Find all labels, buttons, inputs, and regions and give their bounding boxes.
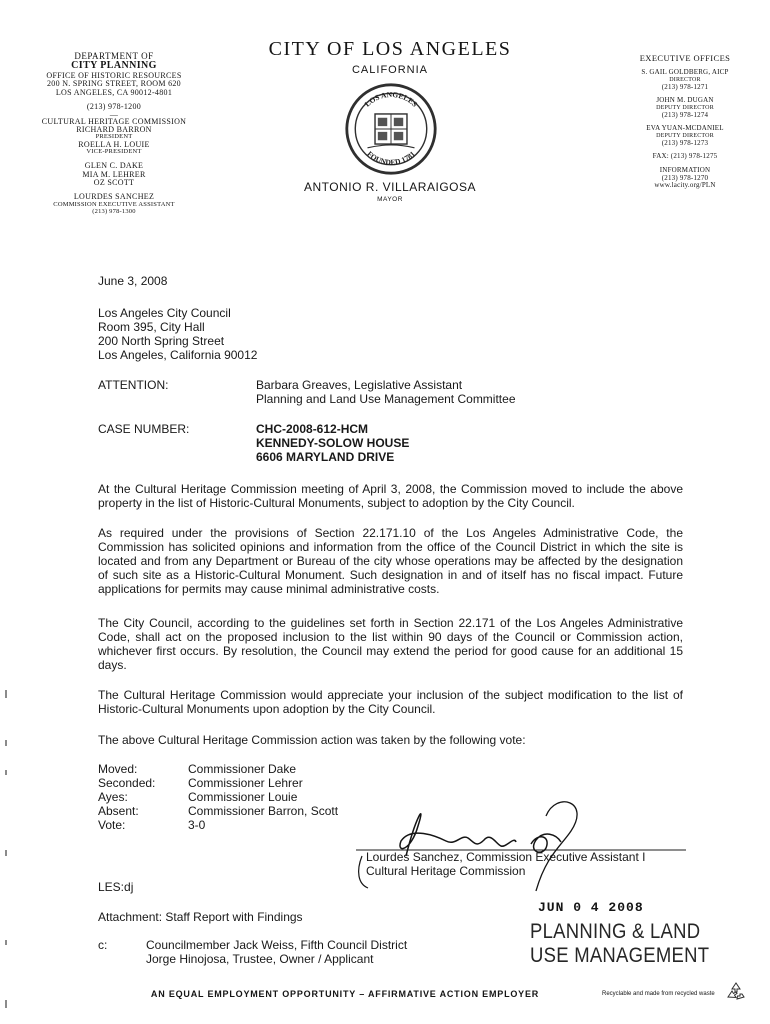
office-label: OFFICE OF HISTORIC RESOURCES: [46, 70, 182, 80]
vote-row: [98, 776, 338, 790]
attention-line: Barbara Greaves, Legislative Assistant: [256, 378, 463, 392]
vote-value: Commissioner Lehrer: [188, 776, 303, 790]
letter-date: June 3, 2008: [98, 274, 168, 288]
president-name: RICHARD BARRON: [76, 124, 152, 134]
executive-offices-heading: EXECUTIVE OFFICES: [639, 53, 731, 63]
vote-value: 3-0: [188, 818, 206, 832]
vote-label: Vote:: [98, 818, 126, 832]
paragraph-2: As required under the provisions of Section 22.171.10 of the Los Angeles Administrative Code, the Commission has solicited opinions and information from the office of the Council District in which the site is located and from any Department or Bureau of the city whose operations may be affected by the designation of such site as a Historic-Cultural Monument. Such designation in and of itself has no fiscal impact. Future applications for permits may cause minimal administrative costs.: [98, 526, 683, 596]
director-title: DIRECTOR: [669, 77, 701, 84]
recycle-note: Recyclable and made from recycled waste: [602, 991, 715, 997]
vp-title: VICE-PRESIDENT: [86, 148, 142, 156]
office-phone: (213) 978-1200: [86, 102, 142, 112]
case-number: CHC-2008-612-HCM: [256, 422, 369, 436]
case-block: [256, 422, 409, 464]
assistant-title: COMMISSION EXECUTIVE ASSISTANT: [53, 200, 175, 208]
vp-name: ROELLA H. LOUIE: [78, 140, 150, 150]
svg-text:FOUNDED 1781: [365, 149, 417, 167]
attention-line: Planning and Land Use Management Committee: [256, 392, 516, 406]
address-line-2: LOS ANGELES, CA 90012-4801: [55, 87, 173, 97]
initials: LES:dj: [98, 880, 134, 894]
vote-label: Moved:: [98, 762, 138, 776]
vote-value: Commissioner Louie: [188, 790, 298, 804]
seal-top-text: LOS ANGELES: [362, 89, 420, 109]
director-name: S. GAIL GOLDBERG, AICP: [641, 68, 729, 77]
assistant-name: LOURDES SANCHEZ: [73, 192, 155, 202]
deputy-2-phone: (213) 978-1273: [661, 138, 709, 147]
paragraph-5: The above Cultural Heritage Commission action was taken by the following vote:: [98, 733, 526, 747]
state-label: CALIFORNIA: [351, 64, 428, 76]
cc-line: Jorge Hinojosa, Trustee, Owner / Applicant: [146, 952, 374, 966]
member-2: MIA M. LEHRER: [82, 169, 146, 179]
scan-margin-mark: [5, 690, 7, 698]
cc-line: Councilmember Jack Weiss, Fifth Council District: [146, 938, 408, 952]
address-line-1: 200 N. SPRING STREET, ROOM 620: [47, 79, 181, 89]
deputy-1-phone: (213) 978-1274: [661, 110, 709, 119]
svg-text:LOS ANGELES: [363, 90, 420, 109]
information-label: INFORMATION: [659, 165, 711, 174]
paragraph-1: At the Cultural Heritage Commission meeting of April 3, 2008, the Commission moved to include the above property in the list of Historic-Cultural Monuments, subject to adoption by the City Council.: [98, 482, 683, 510]
president-title: PRESIDENT: [95, 133, 133, 141]
website-link[interactable]: www.lacity.org/PLN: [654, 181, 716, 190]
received-stamp-date: JUN 0 4 2008: [538, 900, 644, 915]
vote-value: Commissioner Dake: [188, 762, 297, 776]
letterhead-right: [600, 54, 770, 190]
vote-row: [98, 818, 338, 832]
recipient-line: Room 395, City Hall: [98, 320, 205, 334]
vote-row: [98, 790, 338, 804]
case-number-label: CASE NUMBER:: [98, 422, 190, 436]
scan-margin-mark: [5, 1000, 7, 1008]
member-1: GLEN C. DAKE: [84, 161, 144, 171]
mayor-name: ANTONIO R. VILLARAIGOSA: [304, 180, 476, 194]
department-label: DEPARTMENT OF: [74, 51, 154, 61]
city-seal-icon: [344, 82, 438, 176]
city-title: CITY OF LOS ANGELES: [268, 38, 512, 60]
cc-label: c:: [98, 938, 108, 952]
attention-label: ATTENTION:: [98, 378, 169, 392]
mayor-title: MAYOR: [377, 196, 403, 203]
cc-block: [146, 938, 407, 966]
recycle-icon: [724, 980, 748, 1004]
paragraph-3: The City Council, according to the guidelines set forth in Section 22.171 of the Los Angeles Administrative Code, shall act on the proposed inclusion to the list within 90 days of the Council or Commission action, whichever first occurs. By resolution, the Council may extend the period for good cause for an additional 15 days.: [98, 616, 683, 672]
recipient-line: 200 North Spring Street: [98, 334, 225, 348]
vote-label: Ayes:: [98, 790, 128, 804]
vote-label: Seconded:: [98, 776, 156, 790]
recipient-line: Los Angeles, California 90012: [98, 348, 258, 362]
signatory-block: [366, 850, 645, 878]
deputy-1-title: DEPUTY DIRECTOR: [656, 105, 714, 111]
footer-eoe: AN EQUAL EMPLOYMENT OPPORTUNITY – AFFIRMATIVE ACTION EMPLOYER: [150, 989, 540, 999]
deputy-2-name: EVA YUAN-MCDANIEL: [646, 124, 724, 133]
vote-label: Absent:: [98, 804, 139, 818]
fax-number: FAX: (213) 978-1275: [652, 152, 718, 161]
scan-margin-mark: [5, 940, 7, 945]
received-stamp-line-2: USE MANAGEMENT: [530, 944, 710, 967]
vote-value: Commissioner Barron, Scott: [188, 804, 339, 818]
recipient-line: Los Angeles City Council: [98, 306, 231, 320]
received-stamp-line-1: PLANNING & LAND: [530, 920, 701, 943]
property-address: 6606 MARYLAND DRIVE: [256, 450, 395, 464]
deputy-1-name: JOHN M. DUGAN: [656, 96, 714, 105]
signatory-org: Cultural Heritage Commission: [366, 864, 526, 878]
assistant-phone: (213) 978-1300: [92, 207, 136, 215]
vote-row: [98, 804, 338, 818]
attention-block: [256, 378, 516, 406]
vote-table: [98, 762, 338, 832]
property-name: KENNEDY-SOLOW HOUSE: [256, 436, 410, 450]
scan-margin-mark: [5, 770, 7, 775]
commission-label: CULTURAL HERITAGE COMMISSION: [41, 116, 187, 126]
attachment-line: Attachment: Staff Report with Findings: [98, 910, 303, 924]
recipient-block: [98, 306, 257, 362]
scan-margin-mark: [5, 740, 7, 746]
seal-bottom-text: FOUNDED 1781: [365, 149, 417, 167]
deputy-2-title: DEPUTY DIRECTOR: [656, 132, 714, 139]
signatory-name: Lourdes Sanchez, Commission Executive Assistant I: [366, 850, 646, 864]
letterhead-left: DEPARTMENT OF CITY PLANNING OFFICE OF HISTORIC RESOURCES 200 N. SPRING STREET, ROOM 620 LOS ANGELES, CA 90012-4801 (213) 978-1200 — CULTURAL HERITAGE COMMISSION RICHARD BARRON PRESIDENT ROELLA H. LOUIE VICE-PRESIDENT GLEN C. DAKE MIA M. LEHRER OZ SCOTT LOURDES SANCHEZ COMMISSION EXECUTIVE ASSISTANT (213) 978-1300: [0, 52, 228, 215]
city-planning-label: CITY PLANNING: [71, 60, 157, 72]
signature-scribble: [356, 796, 686, 896]
scan-margin-mark: [5, 850, 7, 856]
vote-row: [98, 762, 338, 776]
information-phone: (213) 978-1270: [661, 173, 709, 182]
member-3: OZ SCOTT: [93, 178, 135, 188]
paragraph-4: The Cultural Heritage Commission would appreciate your inclusion of the subject modification to the list of Historic-Cultural Monuments upon adoption by the City Council.: [98, 688, 683, 716]
director-phone: (213) 978-1271: [661, 82, 709, 91]
